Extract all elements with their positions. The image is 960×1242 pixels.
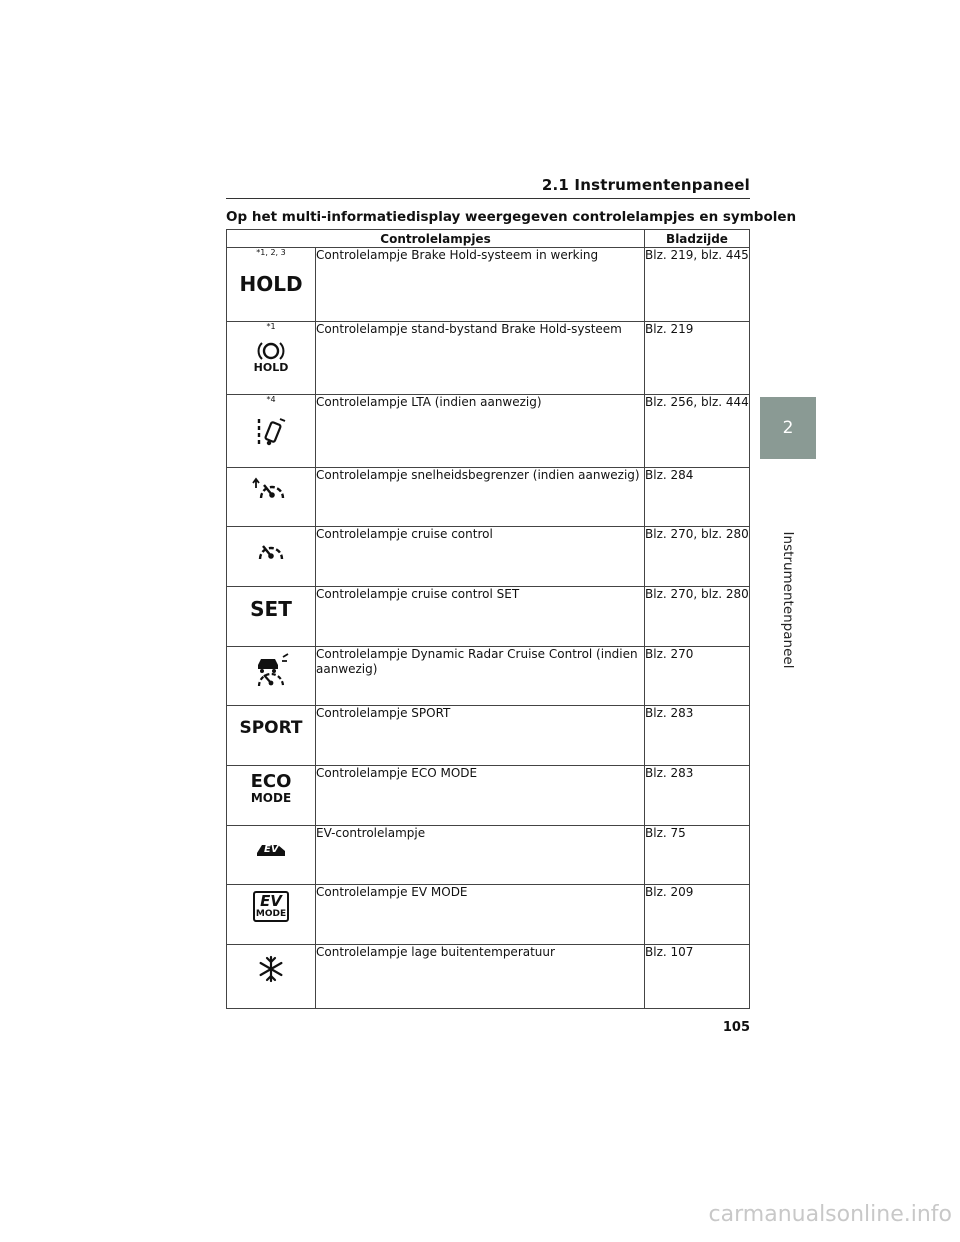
footnote-marker: *1, 2, 3	[256, 248, 286, 257]
icon-cell	[227, 706, 316, 766]
icon-cell	[227, 945, 316, 1009]
sport-icon: SPORT	[239, 718, 303, 738]
hold-icon: HOLD	[239, 272, 303, 296]
snowflake-icon	[227, 955, 315, 983]
page-reference[interactable]: Blz. 75	[645, 826, 750, 885]
cruise-control-icon	[227, 537, 315, 567]
set-icon: SET	[250, 597, 292, 621]
table-row	[227, 826, 750, 885]
table-header-row	[227, 230, 750, 248]
page-reference[interactable]: Blz. 107	[645, 945, 750, 1009]
icon-cell	[227, 322, 316, 395]
page-reference[interactable]: Blz. 283	[645, 766, 750, 826]
page-number: 105	[722, 1020, 750, 1035]
indicator-label: Controlelampje cruise control	[316, 527, 645, 587]
lta-icon	[227, 417, 315, 449]
speed-limiter-icon	[227, 476, 315, 508]
indicator-label: Controlelampje stand-bystand Brake Hold-systeem	[316, 322, 645, 395]
table-row	[227, 527, 750, 587]
page-reference[interactable]: Blz. 219, blz. 445	[645, 248, 750, 322]
indicator-label: Controlelampje ECO MODE	[316, 766, 645, 826]
page-reference[interactable]: Blz. 283	[645, 706, 750, 766]
ev-icon: EV	[227, 840, 315, 860]
table-row	[227, 322, 750, 395]
icon-cell	[227, 647, 316, 706]
icon-cell	[227, 587, 316, 647]
table-row	[227, 885, 750, 945]
indicator-label: Controlelampje Brake Hold-systeem in werking	[316, 248, 645, 322]
brake-hold-standby-icon: HOLD	[227, 340, 315, 373]
icon-cell	[227, 468, 316, 527]
table-row	[227, 587, 750, 647]
indicator-label: Controlelampje LTA (indien aanwezig)	[316, 395, 645, 468]
icon-cell	[227, 826, 316, 885]
page-reference[interactable]: Blz. 256, blz. 444	[645, 395, 750, 468]
table-row	[227, 248, 750, 322]
section-title: 2.1 Instrumentenpaneel	[541, 176, 750, 194]
chapter-number: 2	[782, 418, 794, 438]
indicator-label: Controlelampje lage buitentemperatuur	[316, 945, 645, 1009]
icon-cell	[227, 885, 316, 945]
page-reference[interactable]: Blz. 270, blz. 280	[645, 587, 750, 647]
indicator-label: Controlelampje snelheidsbegrenzer (indien aanwezig)	[316, 468, 645, 527]
column-header-page: Bladzijde	[645, 230, 750, 248]
column-header-indicators: Controlelampjes	[227, 230, 645, 248]
page-reference[interactable]: Blz. 270	[645, 647, 750, 706]
icon-cell	[227, 395, 316, 468]
icon-cell	[227, 527, 316, 587]
icon-cell	[227, 766, 316, 826]
table-row	[227, 468, 750, 527]
footnote-marker: *4	[266, 395, 276, 404]
indicator-label: Controlelampje Dynamic Radar Cruise Control (indien aanwezig)	[316, 647, 645, 706]
indicator-label: Controlelampje cruise control SET	[316, 587, 645, 647]
page-reference[interactable]: Blz. 270, blz. 280	[645, 527, 750, 587]
icon-cell	[227, 248, 316, 322]
footnote-marker: *1	[266, 322, 276, 331]
indicator-table	[226, 229, 750, 1009]
table-row	[227, 945, 750, 1009]
header-divider	[226, 198, 750, 199]
ev-mode-icon: EV MODE	[227, 891, 315, 922]
indicator-label: Controlelampje EV MODE	[316, 885, 645, 945]
eco-mode-icon: ECO MODE	[250, 771, 292, 805]
footer-watermark: carmanualsonline.info	[708, 1202, 952, 1227]
chapter-label: Instrumentenpaneel	[780, 531, 796, 669]
table-row	[227, 706, 750, 766]
indicator-label: EV-controlelampje	[316, 826, 645, 885]
page-heading: Op het multi-informatiedisplay weergegeven controlelampjes en symbolen	[226, 209, 797, 225]
table-row	[227, 647, 750, 706]
page-reference[interactable]: Blz. 284	[645, 468, 750, 527]
table-row	[227, 395, 750, 468]
table-row	[227, 766, 750, 826]
dynamic-radar-cruise-icon	[227, 653, 315, 689]
indicator-label: Controlelampje SPORT	[316, 706, 645, 766]
page-reference[interactable]: Blz. 209	[645, 885, 750, 945]
chapter-tab[interactable]	[760, 397, 816, 459]
page-reference[interactable]: Blz. 219	[645, 322, 750, 395]
